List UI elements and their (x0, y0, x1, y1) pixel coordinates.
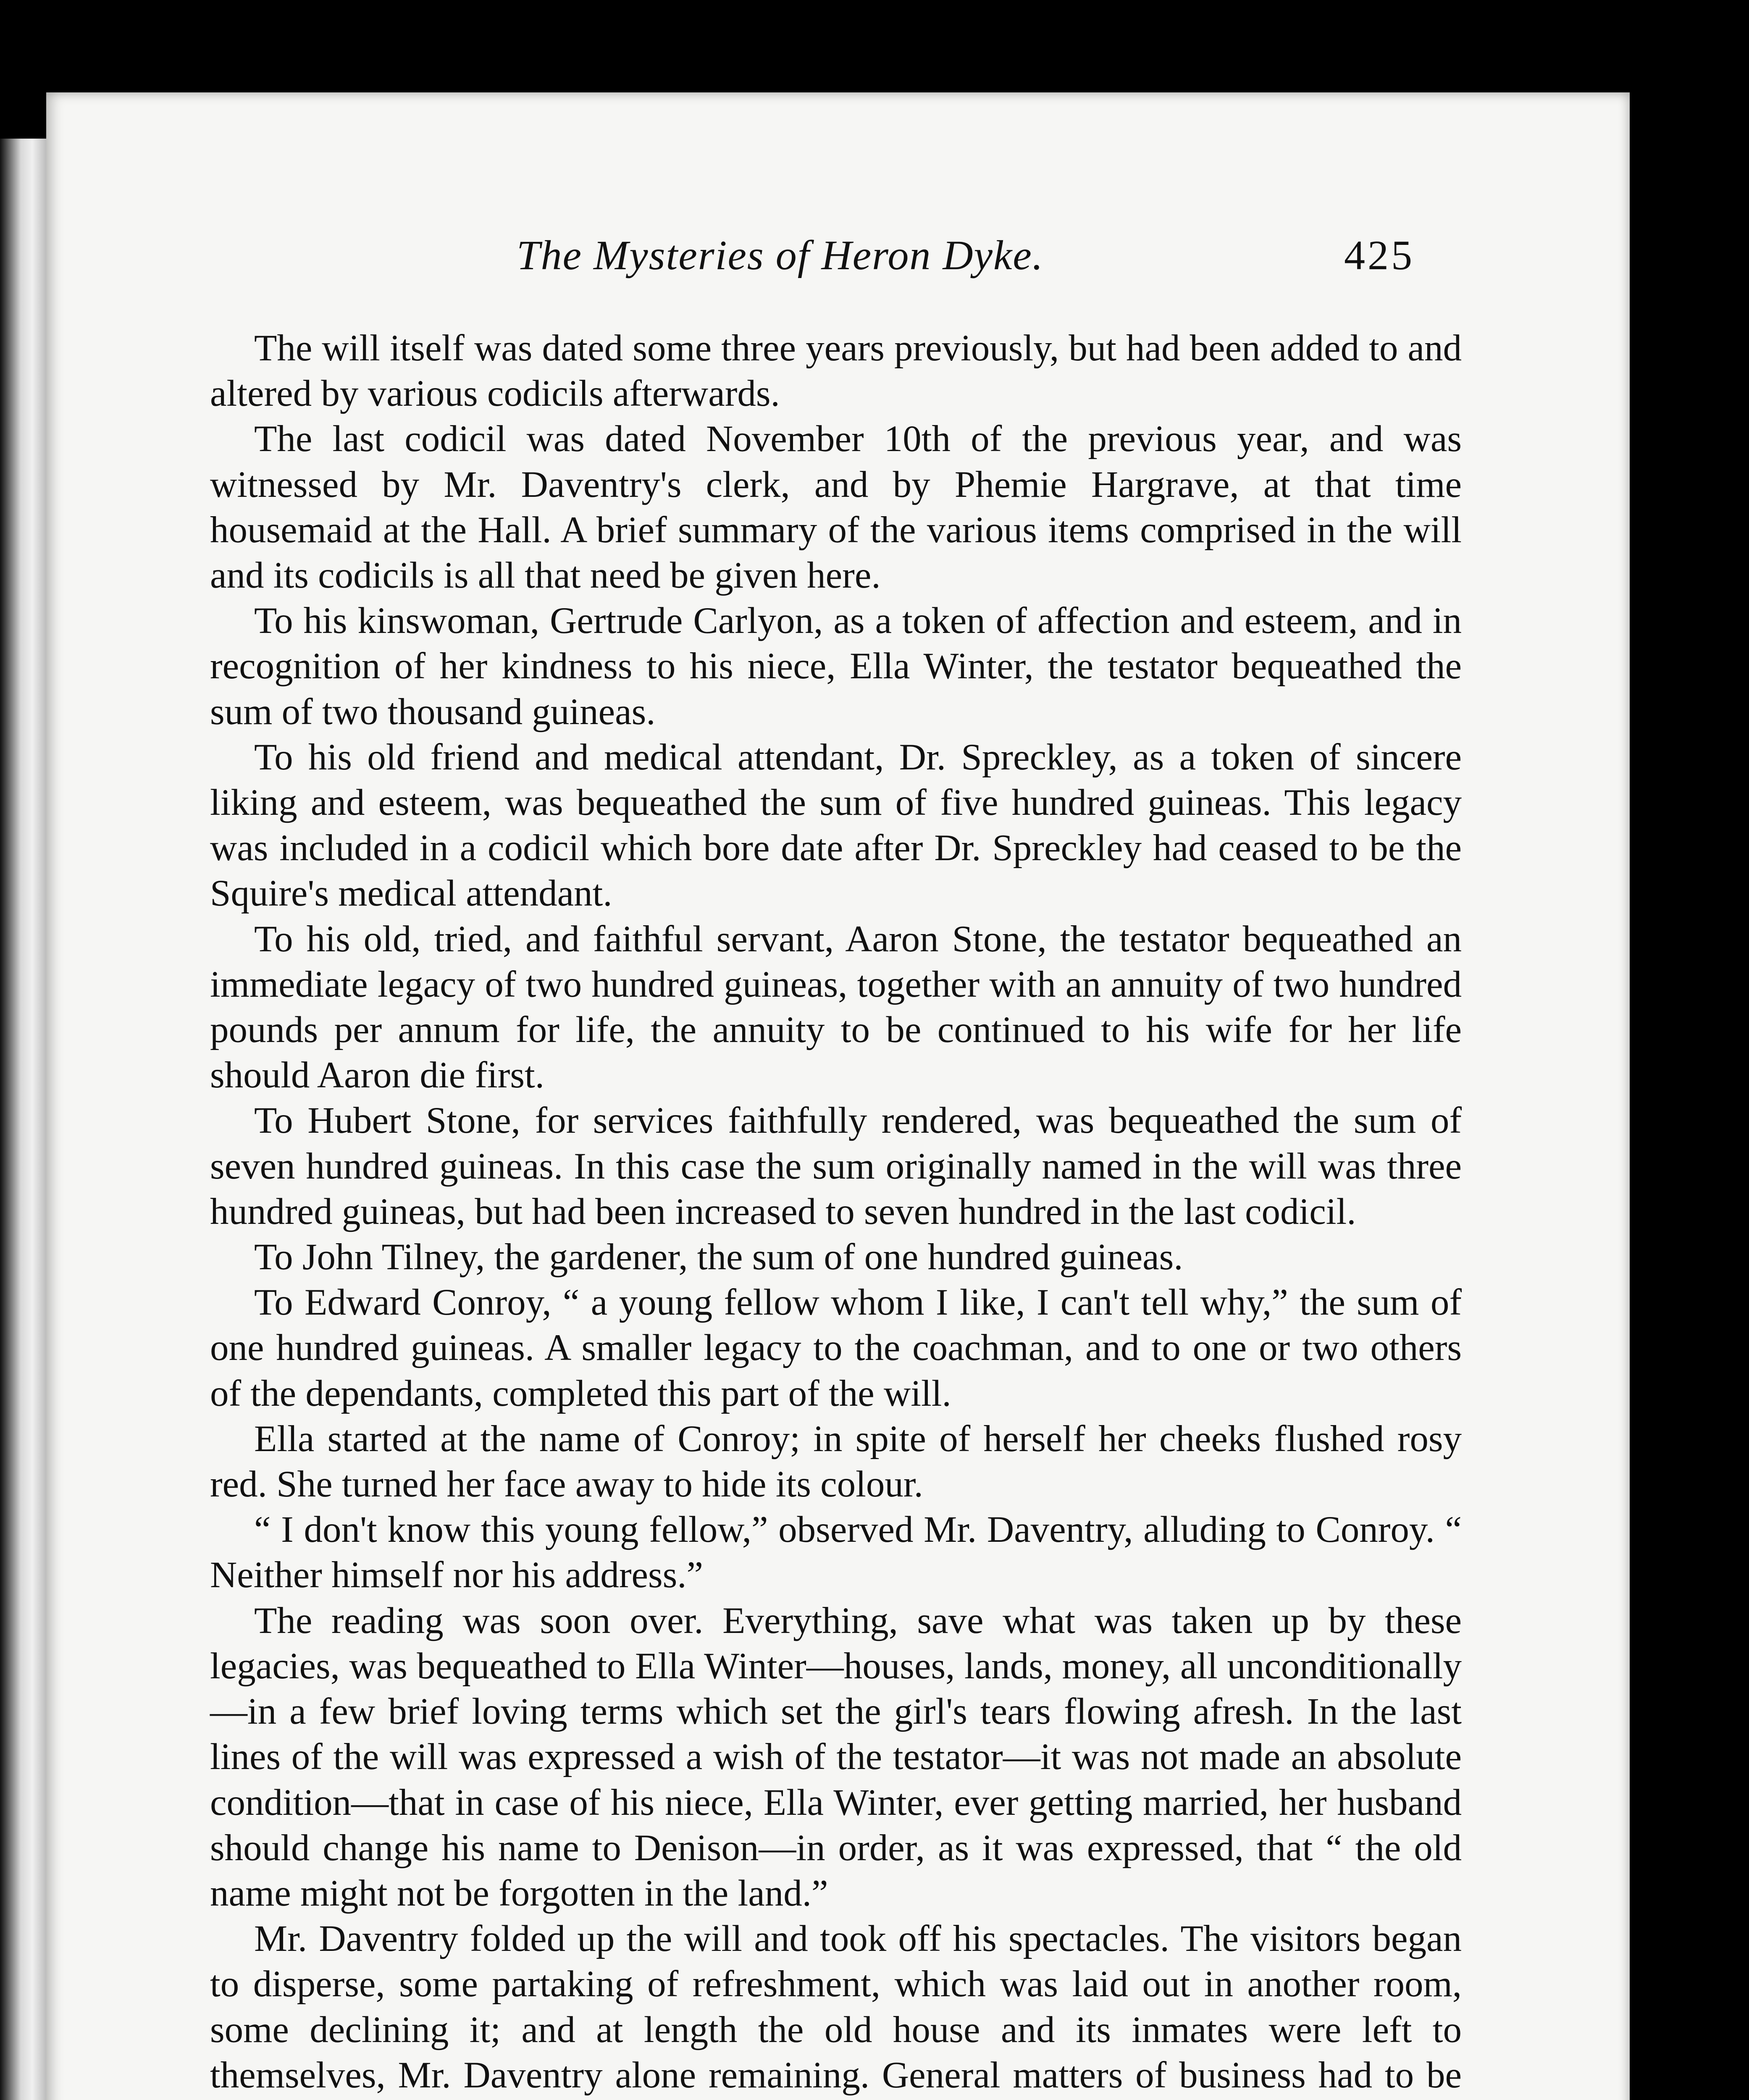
paragraph: Mr. Daventry folded up the will and took off his spectacles. The visitors began to disperse, some partaking of refreshment, which was laid out in another room, some declining it; and at length the old house and its inmates were left to themselves, Mr. Daventry alone remaining. General matters of business had to be (210, 1918, 1462, 2096)
paragraph: To his old friend and medical attendant, Dr. Spreckley, as a token of sincere liking and esteem, was bequeathed the sum of five hundred guineas. This legacy was included in a codicil which bore date after Dr. Spreckley had ceased to be the Squire's medical attendant. (210, 736, 1462, 914)
body-text (210, 326, 1462, 2100)
paragraph: Ella started at the name of Conroy; in spite of herself her cheeks flushed rosy red. She turned her face away to hide its colour. (210, 1418, 1462, 1505)
book-page (46, 92, 1630, 2100)
page-number: 425 (1344, 232, 1415, 278)
paragraph: To his old, tried, and faithful servant, Aaron Stone, the testator bequeathed an immediate legacy of two hundred guineas, together with an annuity of two hundred pounds per annum for life, the annuity to be continued to his wife for her life should Aaron die first. (210, 918, 1462, 1096)
paragraph: To Hubert Stone, for services faithfully rendered, was bequeathed the sum of seven hundred guineas. In this case the sum originally named in the will was three hundred guineas, but had been increased to seven hundred in the last codicil. (210, 1100, 1462, 1232)
paragraph: The last codicil was dated November 10th of the previous year, and was witnessed by Mr. Daventry's clerk, and by Phemie Hargrave, at that time housemaid at the Hall. A brief summary of the various items comprised in the will and its codicils is all that need be given here. (210, 418, 1462, 596)
paragraph: To John Tilney, the gardener, the sum of one hundred guineas. (254, 1236, 1183, 1278)
paragraph: To his kinswoman, Gertrude Carlyon, as a token of affection and esteem, and in recognition of her kindness to his niece, Ella Winter, the testator bequeathed the sum of two thousand guineas. (210, 600, 1462, 732)
paragraph: The reading was soon over. Everything, save what was taken up by these legacies, was bequeathed to Ella Winter—houses, lands, money, all unconditionally—in a few brief loving terms which set the girl's tears flowing afresh. In the last lines of the will was expressed a wish of the testator—it was not made an absolute condition—that in case of his niece, Ella Winter, ever getting married, her husband should change his name to Denison—in order, as it was expressed, that “ the old name might not be forgotten in the land.” (210, 1600, 1462, 1914)
paragraph: To Edward Conroy, “ a young fellow whom I like, I can't tell why,” the sum of one hundred guineas. A smaller legacy to the coachman, and to one or two others of the dependants, completed this part of the will. (210, 1282, 1462, 1414)
paragraph: The will itself was dated some three years previously, but had been added to and altered by various codicils afterwards. (210, 328, 1462, 415)
paragraph: “ I don't know this young fellow,” observed Mr. Daventry, alluding to Conroy. “ Neither himself nor his address.” (210, 1509, 1462, 1596)
page-header (46, 231, 1630, 290)
running-title: The Mysteries of Heron Dyke. (517, 232, 1044, 278)
previous-page-edge (0, 139, 46, 2100)
